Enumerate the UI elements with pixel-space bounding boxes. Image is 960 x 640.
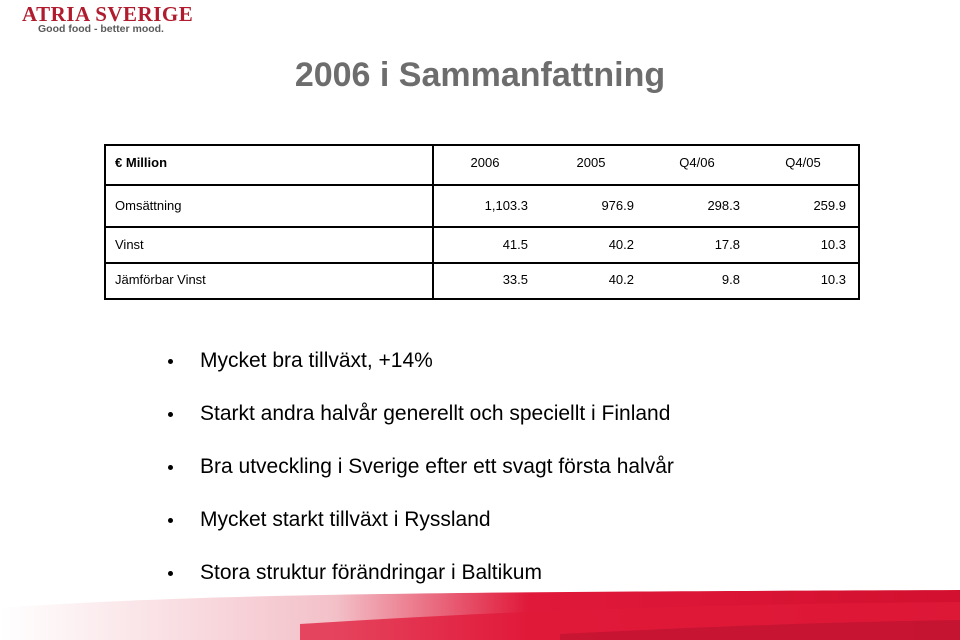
table-cell: 33.5 [502,272,528,287]
table-cell: 40.2 [608,236,634,252]
table-cell: 17.8 [714,236,740,252]
header-col-2005: 2005 [576,154,606,170]
bullet-dot-icon [168,412,173,417]
table-cell: 41.5 [502,236,528,252]
bullet-text: Starkt andra halvår generellt och speciellt i Finland [200,402,671,425]
table-row [106,228,858,260]
logo-brand-text: ATRIA SVERIGE [22,2,194,26]
header-col-2006: 2006 [470,154,500,170]
row-label: Jämförbar Vinst [115,272,206,287]
row-label: Vinst [115,236,144,252]
bullet-text: Bra utveckling i Sverige efter ett svagt första halvår [200,455,674,478]
bullet-dot-icon [168,465,173,470]
header-unit-cell [106,155,432,170]
summary-table [104,144,860,300]
header-unit-label: Million [125,154,168,170]
table-cell: 9.8 [721,272,740,287]
table-divider [106,184,858,186]
bullet-dot-icon [168,571,173,576]
atria-sverige-logo [22,0,192,40]
table-cell: 10.3 [820,272,846,287]
table-row [106,189,858,221]
slide-title: 2006 i Sammanfattning [294,56,666,94]
table-row [106,263,858,296]
table-cell: 298.3 [707,197,740,213]
header-col-q4-06: Q4/06 [679,154,715,170]
bullet-text: Mycket bra tillväxt, +14% [200,349,433,372]
table-cell: 976.9 [601,197,634,213]
logo-tagline: Good food - better mood. [38,23,164,35]
bullet-dot-icon [168,359,173,364]
euro-currency-icon: € [115,154,123,170]
header-col-q4-05: Q4/05 [785,154,821,170]
table-cell: 40.2 [608,272,634,287]
row-label: Omsättning [115,197,182,213]
table-header-row [106,146,858,178]
table-cell: 10.3 [820,236,846,252]
table-cell: 1,103.3 [484,197,528,213]
bullet-text: Mycket starkt tillväxt i Ryssland [200,508,491,531]
footer-red-swoosh [0,590,960,640]
bullet-text: Stora struktur förändringar i Baltikum [200,561,542,584]
bullet-dot-icon [168,518,173,523]
table-cell: 259.9 [813,197,846,213]
